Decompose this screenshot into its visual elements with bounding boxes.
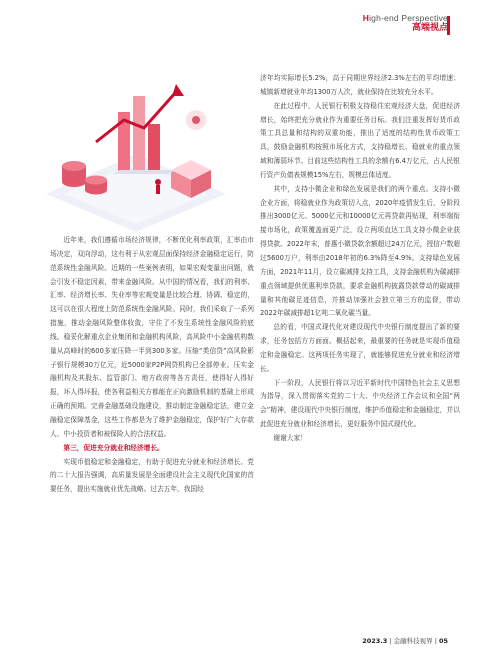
gear-icon	[186, 110, 206, 130]
bar-chart-icon	[112, 96, 176, 174]
body-paragraph: 近年来，我们遵循市场经济规律，不断优化利率政策，汇率由市场决定，双向浮动，这有利于从宏观层面保持经济金融稳定运行，防范系统性金融风险。近期的一些案例表明，如果宏观变量出问题，就会引发不稳定因素，带来金融风险。从中国的情况看，我们的利率、汇率、经济增长率、失业率等宏观变量是比较合理、协调、稳定的，这可以在很大程度上防范系统性金融风险。同时，我们采取了一系列措施，推动金融风险整体收敛，守住了不发生系统性金融风险的底线。稳妥化解重点企业集团和金融机构风险，高风险中小金融机构数量从高峰时的600多家压降一半到300多家。压缩“类信贷”高风险影子银行规模30万亿元，近5000家P2P网贷机构已全部停业。压实金融机构及其股东、监管部门、地方政府等各方责任，使得好人得好报，坏人得坏报，使各利益相关方都能在正向激励机制的基础上形成正确的预期。完善金融基础设施建设，推动制定金融稳定法，建立金融稳定保障基金，这些工作都是为了维护金融稳定，保护好广大存款人、中小投资者和被保险人的合法权益。	[50, 236, 254, 438]
body-paragraph: 下一阶段，人民银行将以习近平新时代中国特色社会主义思想为指导，深入贯彻落实党的二十大、中央经济工作会议和全国“两会”精神，建设现代中央银行制度，维护币值稳定和金融稳定，并以此促进充分就业和经济增长，更好服务中国式现代化。	[260, 378, 460, 429]
header-chinese: 高端视点	[411, 22, 448, 33]
body-paragraph: 其中，支持小微企业和绿色发展是我们的两个重点。支持小微企业方面，将稳就业作为政策切入点，2020年疫情发生后，分阶段推出3000亿元、5000亿元和10000亿元再贷款再贴现，利率端衔接市场化，政策覆盖面更广泛，设立两项直达工具支持小微企业获得贷款。2022年末，普惠小微贷款余额超过24万亿元，授信户数超过5600万户，利率由2018年初的6.3%降至4.9%。支持绿色发展方面，2021年11月，设立碳减排支持工具，支持金融机构为碳减排重点领域提供优惠利率贷款，要求金融机构披露贷款带动的碳减排量和其他碳足迹信息，并推动加强社会独立第三方的监督，带动2022年碳减排超1亿吨二氧化碳当量。	[260, 184, 460, 318]
section-heading: 第三，促进充分就业和经济增长。	[63, 443, 164, 452]
closing-line: 谢谢大家！	[273, 433, 307, 442]
right-column	[260, 72, 460, 446]
body-paragraph: 实现币值稳定和金融稳定，有助于促进充分就业和经济增长。党的二十大报告强调，高质量发展是全面建设社会主义现代化国家的首要任务，提出实施就业优先战略。过去五年，我国经	[50, 457, 254, 494]
isometric-finance-illustration	[26, 62, 254, 232]
section-header	[363, 14, 448, 33]
footer-separator: |	[432, 637, 439, 645]
footer-magazine: 金融科技视界	[393, 637, 433, 645]
footer-issue: 2023.3	[362, 637, 388, 645]
page-footer	[362, 636, 448, 645]
footer-separator: |	[387, 637, 394, 645]
left-column	[50, 234, 254, 497]
header-english: High-end Perspective	[362, 13, 448, 23]
body-paragraph: 总的看，中国式现代化对建设现代中央银行制度提出了新的要求，任务包括方方面面。概括起来，最重要的任务就是实现币值稳定和金融稳定。这两项任务实现了，就能够促进充分就业和经济增长。	[260, 323, 460, 373]
page-number: 05	[438, 637, 448, 645]
body-paragraph: 在此过程中，人民银行积极支持稳住宏观经济大盘，促进经济增长，始终把充分就业作为重要任务目标。我们注重发挥好货币政策工具总量和结构的双重功能，推出了适度的结构性货币政策工具，鼓励金融机构按照市场化方式，支持稳增长、稳就业的重点领域和薄弱环节。目前这些结构性工具的余额有6.4万亿元，占人民银行资产负债表规模15%左右，规模总体适度。	[260, 101, 460, 179]
body-paragraph-continued: 济年均实际增长5.2%，高于同期世界经济2.3%左右的平均增速；城镇新增就业年均1300万人次，就业保持在比较充分水平。	[260, 74, 460, 96]
